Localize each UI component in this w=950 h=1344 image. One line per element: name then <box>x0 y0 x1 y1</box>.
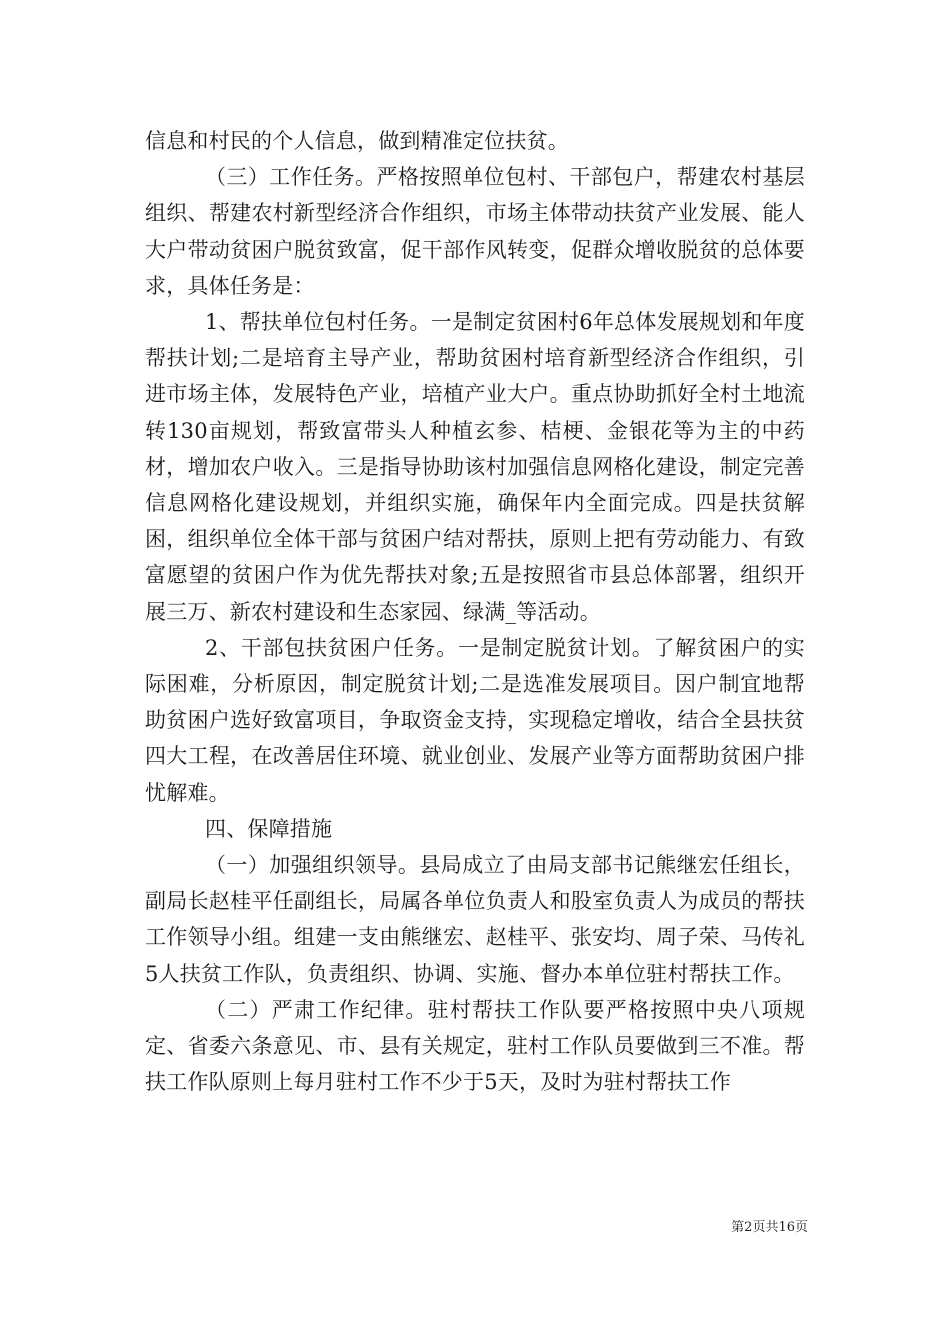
page-number: 第2页共16页 <box>731 1220 808 1235</box>
paragraph-intro-tail: 信息和村民的个人信息，做到精准定位扶贫。 <box>145 129 569 153</box>
section-heading-safeguards: 四、保障措施 <box>205 816 333 841</box>
paragraph-unit-village-tasks: 1、帮扶单位包村任务。一是制定贫困村6年总体发展规划和年度帮扶计划;二是培育主导产业，帮助贫困村培育新型经济合作组织，引进市场主体，发展特色产业，培植产业大户。重点协助抓好全村土地流转130亩规划，帮致富带头人种植玄参、桔梗、金银花等为主的中药材，增加农户收入。三是指导协助该村加强信息网格化建设，制定完善信息网格化建设规划，并组织实施，确保年内全面完成。四是扶贫解困，组织单位全体干部与贫困户结对帮扶，原则上把有劳动能力、有致富愿望的贫困户作为优先帮扶对象;五是按照省市县总体部署，组织开展三万、新农村建设和生态家园、绿满_等活动。 <box>145 310 805 624</box>
paragraph-cadre-household-tasks: 2、干部包扶贫困户任务。一是制定脱贫计划。了解贫困户的实际困难，分析原因，制定脱贫计划;二是选准发展项目。因户制宜地帮助贫困户选好致富项目，争取资金支持，实现稳定增收，结合全县扶贫四大工程，在改善居住环境、就业创业、发展产业等方面帮助贫困户排忧解难。 <box>145 635 805 805</box>
page-footer <box>0 1219 808 1237</box>
paragraph-organization-leadership: （一）加强组织领导。县局成立了由局支部书记熊继宏任组长，副局长赵桂平任副组长，局属各单位负责人和股室负责人为成员的帮扶工作领导小组。组建一支由熊继宏、赵桂平、张安均、周子荣、马传礼5人扶贫工作队，负责组织、协调、实施、督办本单位驻村帮扶工作。 <box>145 853 805 986</box>
paragraph-work-discipline: （二）严肃工作纪律。驻村帮扶工作队要严格按照中央八项规定、省委六条意见、市、县有关规定，驻村工作队员要做到三不准。帮扶工作队原则上每月驻村工作不少于5天，及时为驻村帮扶工作 <box>145 997 805 1095</box>
document-body <box>145 123 805 1100</box>
paragraph-work-tasks: （三）工作任务。严格按照单位包村、干部包户，帮建农村基层组织、帮建农村新型经济合作组织，市场主体带动扶贫产业发展、能人大户带动贫困户脱贫致富，促干部作风转变，促群众增收脱贫的总体要求，具体任务是： <box>145 165 805 298</box>
